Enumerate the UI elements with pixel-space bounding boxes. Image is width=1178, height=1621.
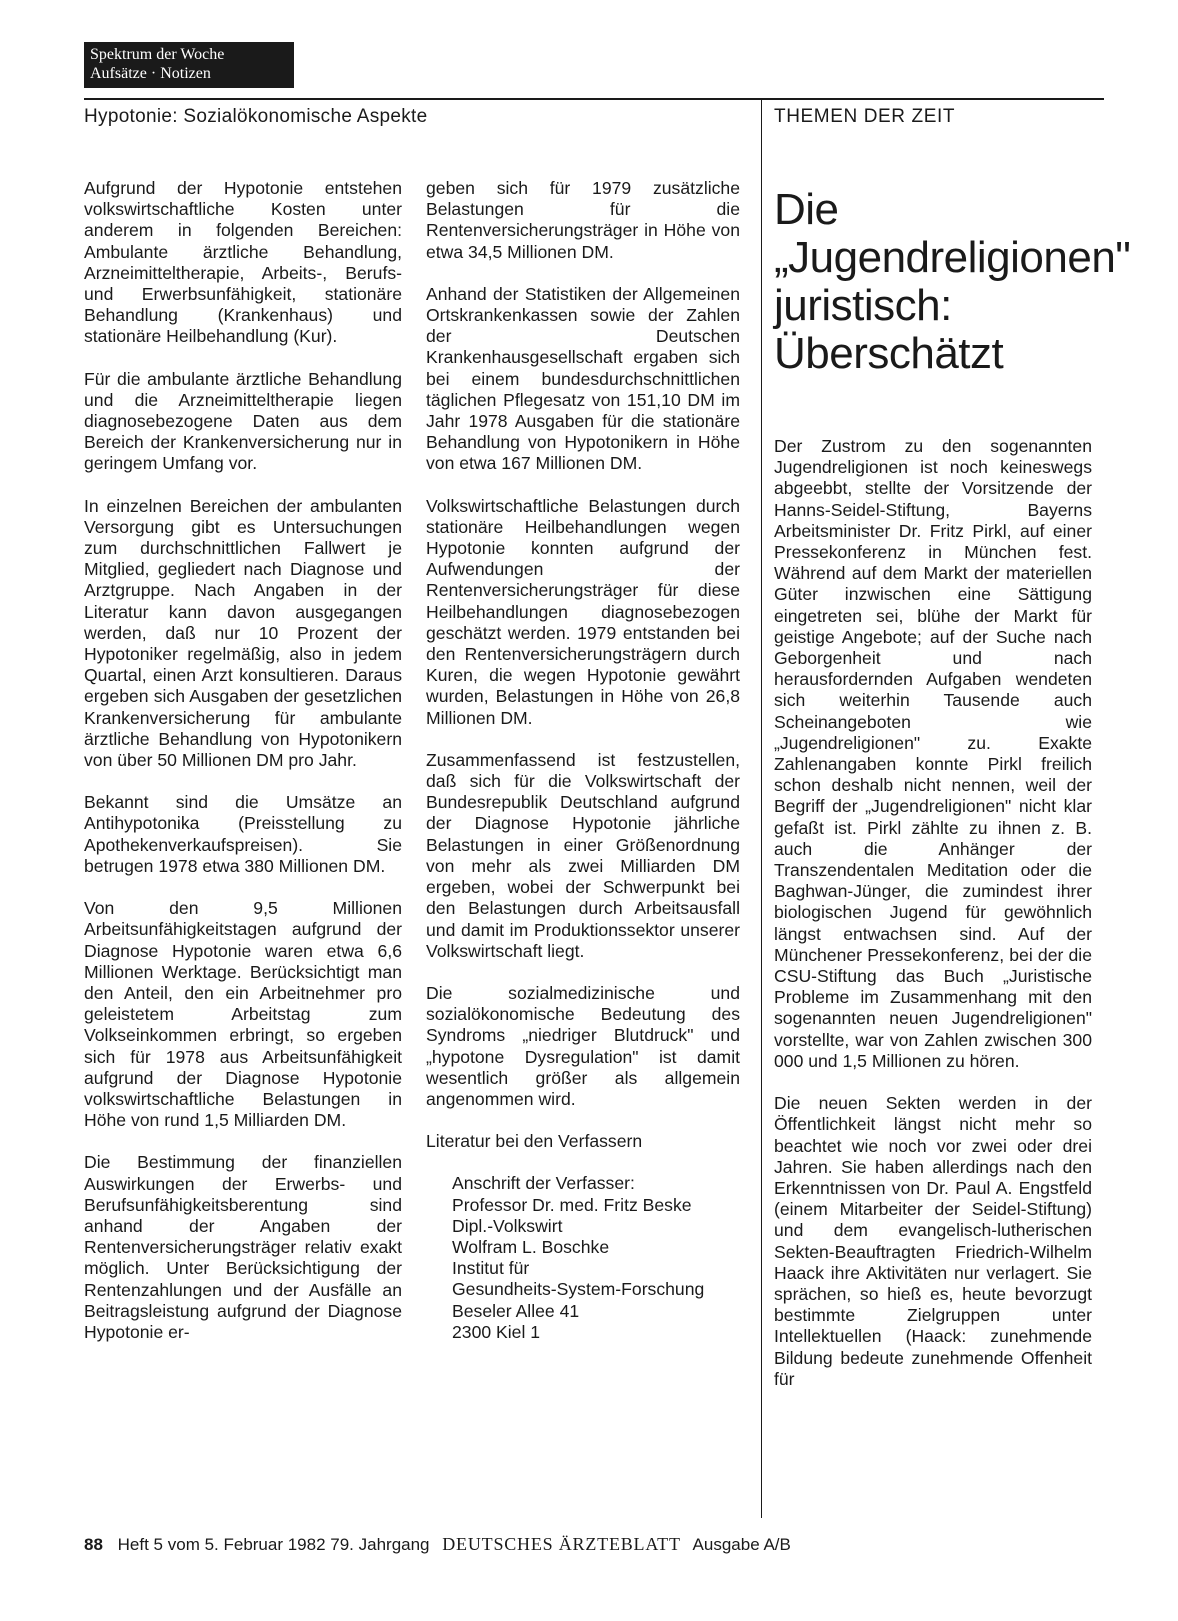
author-address [452,1173,740,1343]
address-line: Anschrift der Verfasser: [452,1173,635,1194]
edition-info: Ausgabe A/B [692,1535,791,1554]
paragraph: Von den 9,5 Millionen Arbeitsunfähigkeitstagen aufgrund der Diagnose Hypotonie waren etwa 6,6 Millionen Werktage. Berücksichtigt man den Anteil, den ein Arbeitnehmer pro geleistetem Arbeitstag zum Volkseinkommen erbringt, so ergeben sich für 1978 aus Arbeitsunfähigkeit aufgrund der Diagnose Hypotonie volkswirtschaftliche Belastungen in Höhe von rund 1,5 Milliarden DM. [84,898,402,1131]
journal-name: DEUTSCHES ÄRZTEBLATT [442,1534,681,1554]
paragraph: Die Bestimmung der finanziellen Auswirkungen der Erwerbs- und Berufsunfähigkeitsberentung sind anhand der Angaben der Rentenversicherungsträger relativ exakt möglich. Unter Berücksichtigung der Rentenzahlungen und der Ausfälle an Beitragsleistung aufgrund der Diagnose Hypotonie er- [84,1152,402,1342]
left-article-column-1 [84,178,402,1364]
paragraph: Volkswirtschaftliche Belastungen durch stationäre Heilbehandlungen wegen Hypotonie konnten aufgrund der Aufwendungen der Rentenversicherungsträger für diese Heilbehandlungen diagnosebezogen geschätzt werden. 1979 entstanden bei den Rentenversicherungsträgern durch Kuren, die wegen Hypotonie gewährt wurden, Belastungen in Höhe von 26,8 Millionen DM. [426,495,740,728]
section-label [84,42,294,88]
address-line: Beseler Allee 41 [452,1300,580,1321]
left-running-header: Hypotonie: Sozialökonomische Aspekte [84,106,428,127]
right-running-header: THEMEN DER ZEIT [774,106,956,127]
header-rule [84,98,1104,100]
paragraph: Die sozialmedizinische und sozialökonomische Bedeutung des Syndroms „niedriger Blutdruck" und „hypotone Dysregulation" ist damit wesentlich größer als allgemein angenommen wird. [426,982,740,1109]
article-headline: Die „Jugendreligionen" juristisch: Überschätzt [774,185,1131,378]
paragraph: Aufgrund der Hypotonie entstehen volkswirtschaftliche Kosten unter anderem in folgenden Bereichen: Ambulante ärztliche Behandlung, Arzneimitteltherapie, Arbeits-, Berufs- und Erwerbsunfähigkeit, stationäre Behandlung (Krankenhaus) und stationäre Heilbehandlung (Kur). [84,178,402,347]
left-article-column-2 [426,178,740,1343]
address-line: Gesundheits-System-Forschung [452,1279,705,1300]
address-line: 2300 Kiel 1 [452,1321,541,1342]
page-footer [84,1534,791,1555]
paragraph: Für die ambulante ärztliche Behandlung und die Arzneimitteltherapie liegen diagnosebezogene Daten aus dem Bereich der Krankenversicherung nur in geringem Umfang vor. [84,368,402,474]
address-line: Dipl.-Volkswirt [452,1215,563,1236]
literature-note: Literatur bei den Verfassern [426,1131,643,1152]
page-number: 88 [84,1535,103,1554]
paragraph: geben sich für 1979 zusätzliche Belastungen für die Rentenversicherungsträger in Höhe von etwa 34,5 Millionen DM. [426,178,740,262]
paragraph: Bekannt sind die Umsätze an Antihypotonika (Preisstellung zu Apothekenverkaufspreisen). Sie betrugen 1978 etwa 380 Millionen DM. [84,792,402,876]
issue-info: Heft 5 vom 5. Februar 1982 79. Jahrgang [117,1535,430,1554]
paragraph: Anhand der Statistiken der Allgemeinen Ortskrankenkassen sowie der Zahlen der Deutschen Krankenhausgesellschaft ergaben sich bei einem bundesdurchschnittlichen täglichen Pflegesatz von 151,10 DM im Jahr 1978 Ausgaben für die stationäre Behandlung von Hypotonikern in Höhe von etwa 167 Millionen DM. [426,283,740,474]
paragraph: Zusammenfassend ist festzustellen, daß sich für die Volkswirtschaft der Bundesrepublik Deutschland aufgrund der Diagnose Hypotonie jährliche Belastungen in einer Größenordnung von mehr als zwei Milliarden DM ergeben, wobei der Schwerpunkt bei den Belastungen durch Arbeitsausfall und damit im Produktionssektor unserer Volkswirtschaft liegt. [426,749,740,961]
address-line: Institut für [452,1258,530,1279]
column-divider [761,98,762,1518]
right-article-column [774,436,1092,1411]
section-label-line1: Spektrum der Woche [90,46,225,63]
section-label-line2: Aufsätze · Notizen [90,65,211,82]
paragraph: In einzelnen Bereichen der ambulanten Versorgung gibt es Untersuchungen zum durchschnittlichen Fallwert je Mitglied, gegliedert nach Diagnose und Arztgruppe. Nach Angaben in der Literatur kann davon ausgegangen werden, daß nur 10 Prozent der Hypotoniker regelmäßig, also in jedem Quartal, einen Arzt konsultieren. Daraus ergeben sich Ausgaben der gesetzlichen Krankenversicherung für ambulante ärztliche Behandlung von Hypotonikern von über 50 Millionen DM pro Jahr. [84,495,402,771]
address-line: Wolfram L. Boschke [452,1236,610,1257]
address-line: Professor Dr. med. Fritz Beske [452,1194,692,1215]
paragraph: Die neuen Sekten werden in der Öffentlichkeit längst nicht mehr so beachtet wie noch vor zwei oder drei Jahren. Sie haben allerdings nach den Erkenntnissen von Dr. Paul A. Engstfeld (einem Mitarbeiter der Seidel-Stiftung) und dem evangelisch-lutherischen Sekten-Beauftragten Friedrich-Wilhelm Haack ihre Aktivitäten nur verlagert. Sie sprächen, so hieß es, heute bevorzugt bestimmte Zielgruppen unter Intellektuellen (Haack: zunehmende Bildung bedeute zunehmende Offenheit für [774,1093,1092,1389]
paragraph: Der Zustrom zu den sogenannten Jugendreligionen ist noch keineswegs abgeebbt, stellte der Vorsitzende der Hanns-Seidel-Stiftung, Bayerns Arbeitsminister Dr. Fritz Pirkl, auf einer Pressekonferenz in München fest. Während auf dem Markt der materiellen Güter inzwischen eine Sättigung eingetreten sei, blühe der Markt für geistige Angebote; auf der Suche nach Geborgenheit und nach herausfordernden Aufgaben wendeten sich weiterhin Tausende auch Scheinangeboten wie „Jugendreligionen" zu. Exakte Zahlenangaben konnte Pirkl freilich schon deshalb nicht nennen, weil der Begriff der „Jugendreligionen" nicht klar gefaßt ist. Pirkl zählte zu ihnen z. B. auch die Anhänger der Transzendentalen Meditation oder die Baghwan-Jünger, die zumindest ihrer biologischen Jugend für gewöhnlich längst entwachsen sind. Auf der Münchener Pressekonferenz, bei der die CSU-Stiftung das Buch „Juristische Probleme im Zusammenhang mit den sogenannten neuen Jugendreligionen" vorstellte, war von Zahlen zwischen 300 000 und 1,5 Millionen zu hören. [774,436,1092,1071]
